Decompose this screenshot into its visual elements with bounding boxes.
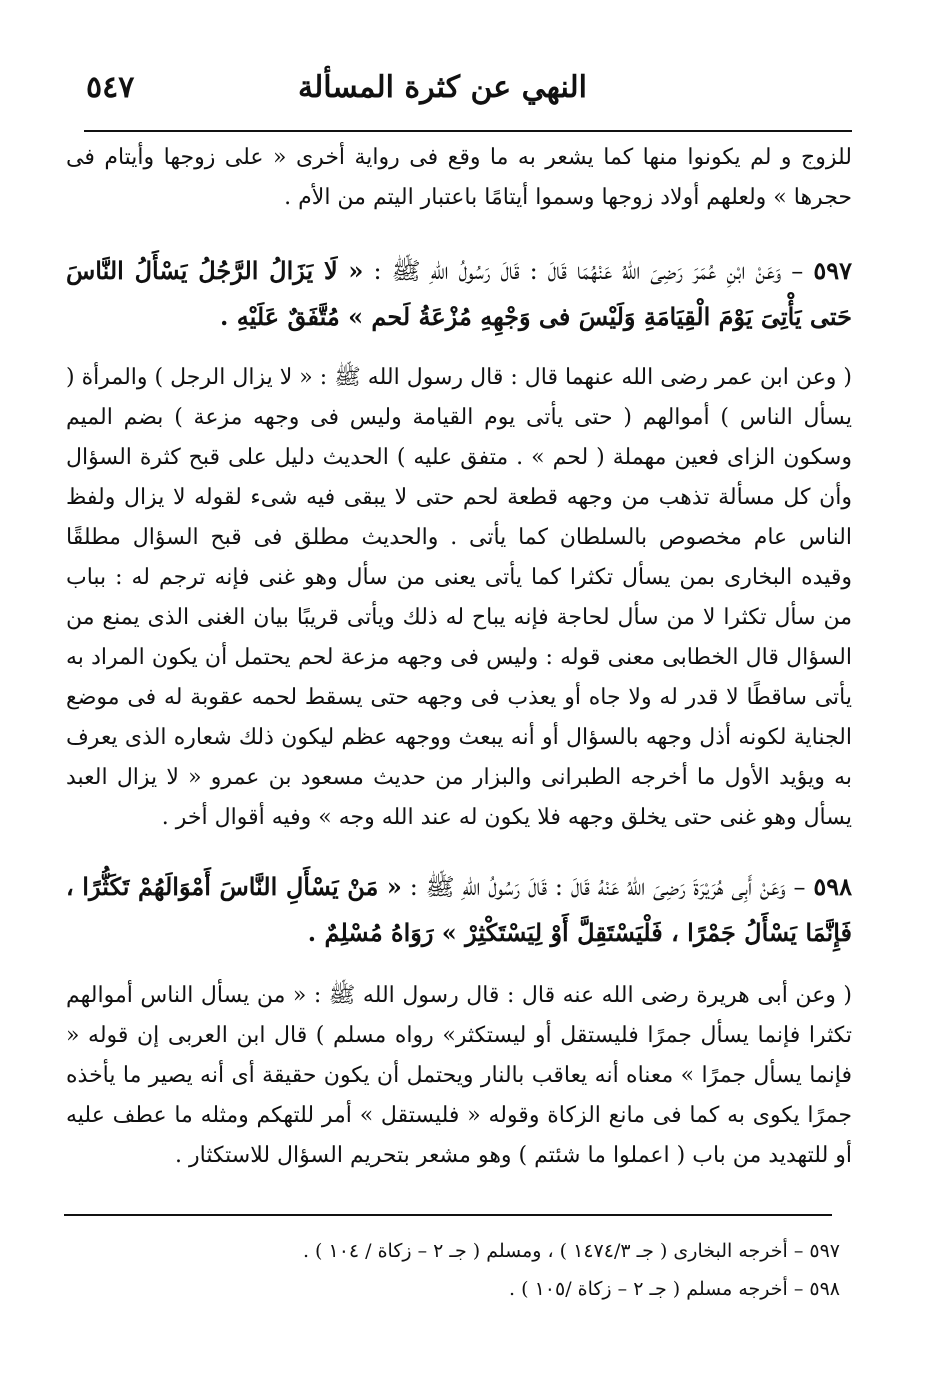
commentary-597: ( وعن ابن عمر رضى الله عنهما قال : قال رسول الله ﷺ : « لا يزال الرجل ) والمرأة ( يسأل الناس ) أموالهم ( حتى يأتى يوم القيامة وليس فى وجهه مزعة ) بضم الميم وسكون الزاى فعين مهملة ( لحم » . متفق عليه ) الحديث دليل على قبح كثرة السؤال وأن كل مسألة تذهب من وجهه قطعة لحم حتى لا يبقى فيه شىء لقوله لا يزال ولفظ الناس عام مخصوص بالسلطان كما يأتى . والحديث مطلق فى قبح السؤال مطلقًا وقيده البخارى بمن يسأل تكثرا كما يأتى يعنى من سأل وهو غنى فإنه ترجم له : بباب من سأل تكثرا لا من سأل لحاجة فإنه يباح له ذلك ويأتى قريبًا بيان الغنى الذى يمنع من السؤال قال الخطابى معنى قوله : وليس فى وجهه مزعة لحم يحتمل أن يكون المراد به يأتى ساقطًا لا قدر له ولا جاه أو يعذب فى وجهه حتى يسقط لحمه عقوبة له فى موضع الجناية لكونه أذل وجهه بالسؤال أو أنه يبعث ووجهه عظم ليكون ذلك شعاره الذى يعرف به ويؤيد الأول ما أخرجه الطبرانى والبزار من حديث مسعود بن عمرو « لا يزال العبد يسأل وهو غنى حتى يخلق وجهه فلا يكون له عند الله وجه » وفيه أقوال أخر . [66, 365, 853, 830]
hadith-598-intro: – وَعَنْ أَبِى هُرَيْرَةَ رَضِىَ اللهُ عَنْهُ قَالَ : قَالَ رَسُولُ اللهِ ﷺ : [401, 873, 814, 901]
hadith-598-number: ٥٩٨ [813, 872, 852, 901]
page-header [86, 64, 852, 124]
intro-paragraph: للزوج و لم يكونوا منها كما يشعر به ما وقع فى رواية أخرى « على زوجها وأيتام فى حجرها » ولعلهم أولاد زوجها وسموا أيتامًا باعتبار اليتم من الأم . [66, 145, 852, 210]
hadith-597-text: « لَا يَزَالُ الرَّجُلُ يَسْأَلُ النَّاسَ حَتى يَأْتِىَ يَوْمَ الْقِيَامَةِ وَلَيْسَ فى وَجْهِهِ مُزْعَةُ لَحم » مُتَّفَقٌ عَلَيْهِ . [66, 256, 852, 331]
page-number: ٥٤٧ [86, 70, 135, 105]
hadith-598 [66, 864, 852, 956]
header-rule [84, 130, 852, 132]
footnotes [64, 1232, 840, 1308]
hadith-597 [66, 248, 852, 340]
chapter-title: النهي عن كثرة المسألة [298, 70, 587, 105]
hadith-598-text: « مَنْ يَسْأَلِ النَّاسَ أَمْوَالَهُمْ تَكَثُّرًا ، فَإِنَّمَا يَسْأَلُ جَمْرًا ، فَلْيَسْتَقِلَّ أَوْ لِيَسْتَكْثِرْ » رَوَاهُ مُسْلِمٌ . [66, 872, 852, 947]
footnote-598: ٥٩٨ – أخرجه مسلم ( جـ ٢ – زكاة /١٠٥ ) . [509, 1278, 840, 1300]
hadith-597-intro: – وَعَنْ ابْنِ عُمَرَ رَضِىَ اللهُ عَنْهُمَا قَالَ : قَالَ رَسُولُ اللهِ ﷺ : [363, 257, 814, 285]
hadith-597-number: ٥٩٧ [813, 256, 853, 285]
footnote-rule [64, 1214, 832, 1216]
footnote-597: ٥٩٧ – أخرجه البخارى ( جـ ١٤٧٤/٣ ) ، ومسلم ( جـ ٢ – زكاة / ١٠٤ ) . [302, 1240, 840, 1262]
commentary-598: ( وعن أبى هريرة رضى الله عنه قال : قال رسول الله ﷺ : « من يسأل الناس أموالهم تكثرا فإنما يسأل جمرًا فليستقل أو ليستكثر» رواه مسلم ) قال ابن العربى إن قوله « فإنما يسأل جمرًا » معناه أنه يعاقب بالنار ويحتمل أن يكون حقيقة أى أنه يصير ما يأخذه جمرًا يكوى به كما فى مانع الزكاة وقوله « فليستقل » أمر للتهكم ومثله ما عطف عليه أو للتهديد من باب ( اعملوا ما شئتم ) وهو مشعر بتحريم السؤال للاستكثار . [66, 983, 852, 1168]
